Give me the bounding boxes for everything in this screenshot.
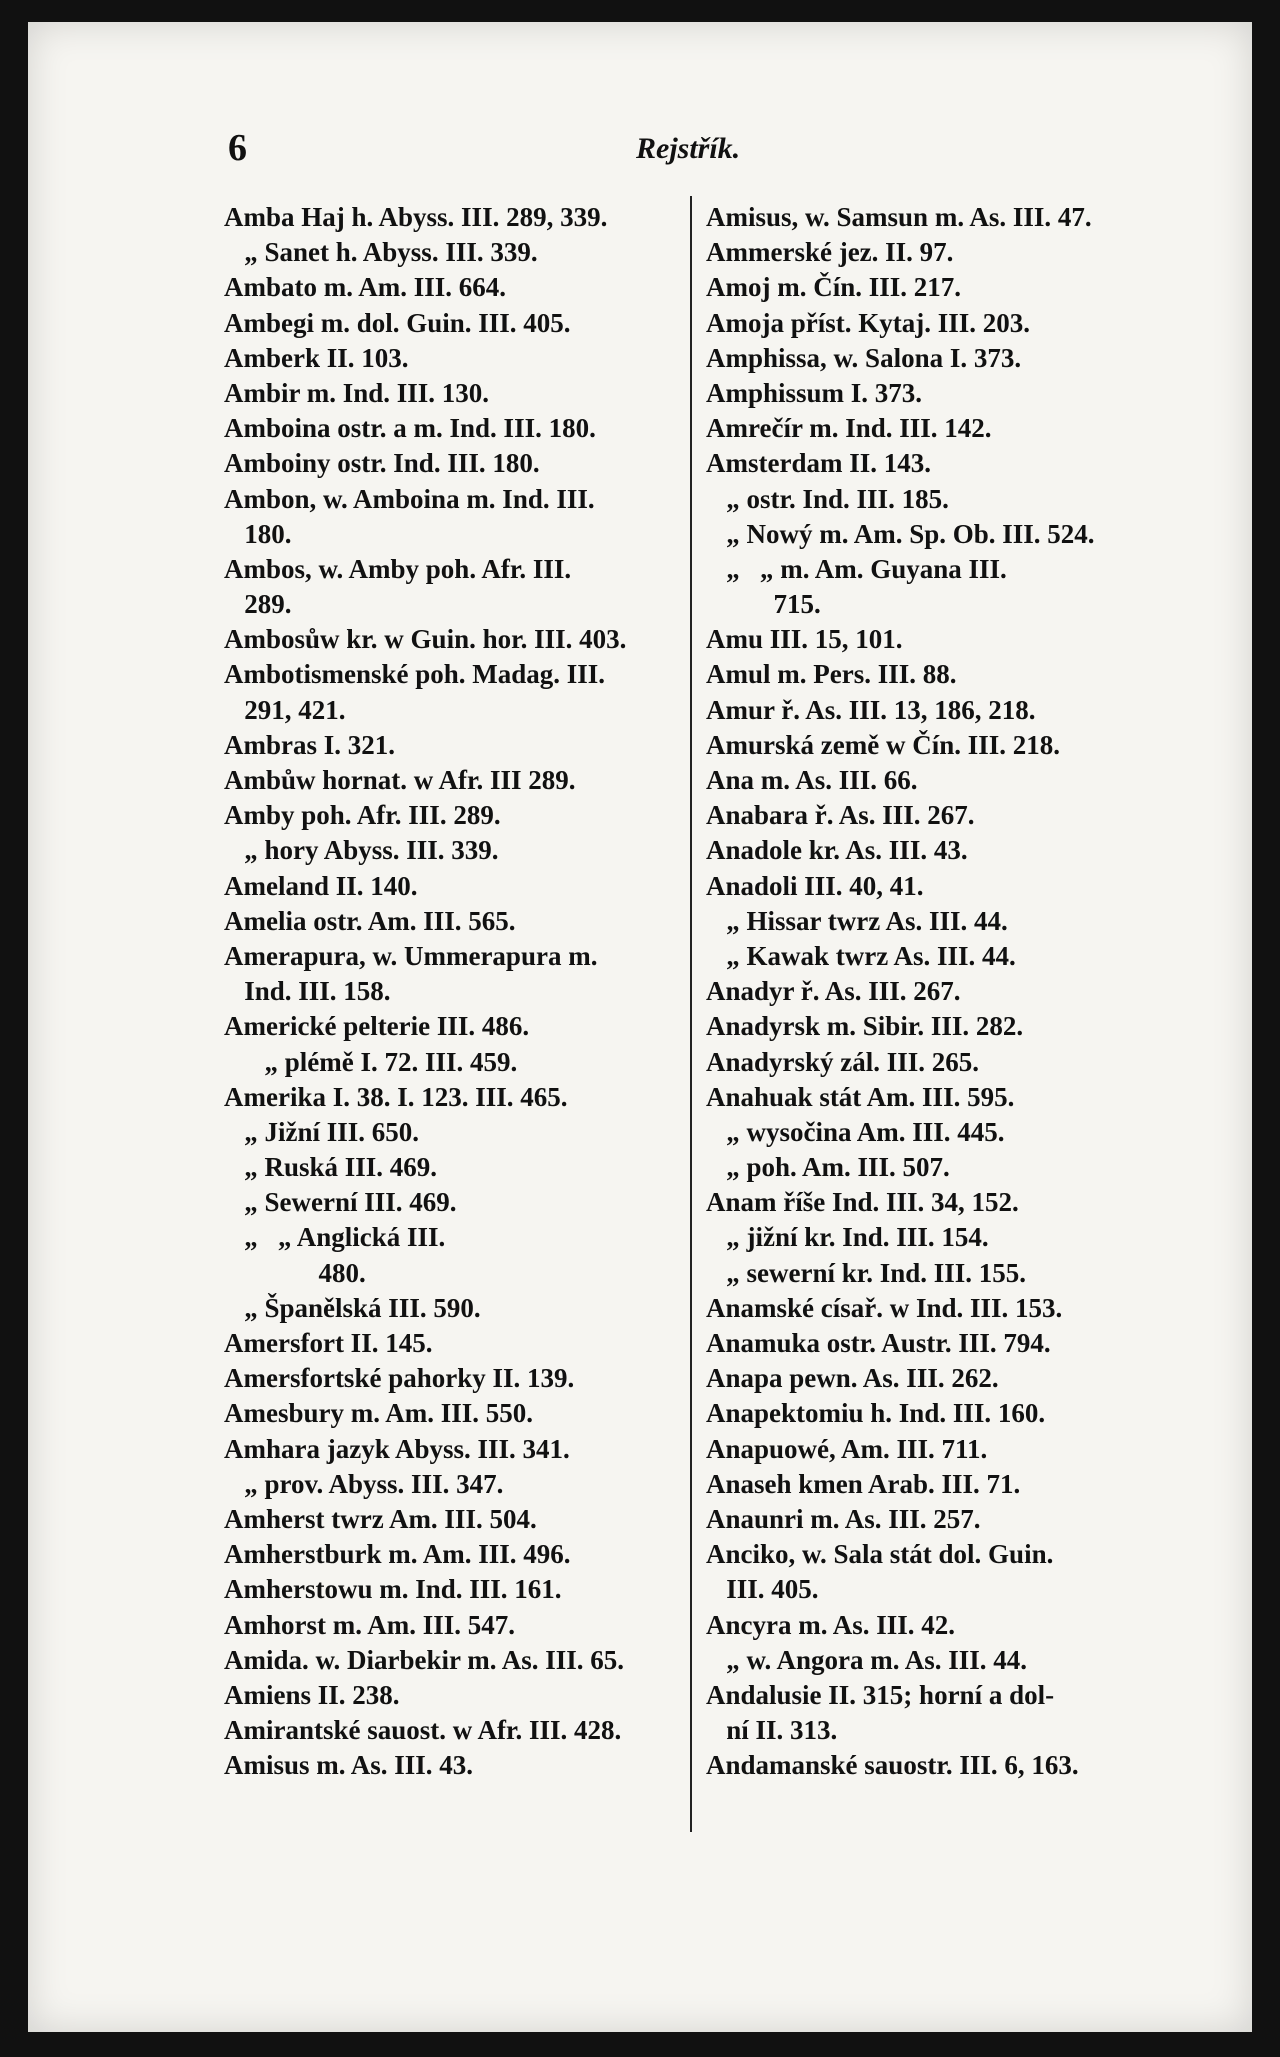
index-entry: Ameland II. 140. <box>224 870 418 901</box>
index-entry: Anapektomiu h. Ind. III. 160. <box>706 1398 1046 1429</box>
index-entry: „ „ Anglická III. <box>224 1222 446 1253</box>
index-entry: Amherstburk m. Am. III. 496. <box>224 1539 571 1570</box>
index-entry: Amiens II. 238. <box>224 1679 400 1710</box>
index-entry: Amur ř. As. III. 13, 186, 218. <box>706 694 1036 725</box>
index-entry: „ „ m. Am. Guyana III. <box>706 553 1007 584</box>
index-entry: „ w. Angora m. As. III. 44. <box>706 1644 1028 1675</box>
index-entry: Anaseh kmen Arab. III. 71. <box>706 1468 1021 1499</box>
index-entry: Amrečír m. Ind. III. 142. <box>706 413 992 444</box>
index-entry: Ambras I. 321. <box>224 729 396 760</box>
index-entry: Anadyr ř. As. III. 267. <box>706 976 961 1007</box>
index-entry: „ Sanet h. Abyss. III. 339. <box>224 237 538 268</box>
index-column-left <box>224 200 674 1783</box>
index-entry: 715. <box>706 589 821 620</box>
index-entry: Anam říše Ind. III. 34, 152. <box>706 1187 1019 1218</box>
index-entry: „ ostr. Ind. III. 185. <box>706 483 949 514</box>
index-entry: Ambon, w. Amboina m. Ind. III. <box>224 483 595 514</box>
index-entry: 289. <box>224 589 292 620</box>
index-entry: Ambato m. Am. III. 664. <box>224 272 507 303</box>
index-entry: Amesbury m. Am. III. 550. <box>224 1398 534 1429</box>
index-entry: „ Sewerní III. 469. <box>224 1187 457 1218</box>
index-entry: Amu III. 15, 101. <box>706 624 903 655</box>
index-entry: „ Nowý m. Am. Sp. Ob. III. 524. <box>706 518 1095 549</box>
index-entry: Anadoli III. 40, 41. <box>706 870 924 901</box>
index-entry: 291, 421. <box>224 694 346 725</box>
index-entry: Anciko, w. Sala stát dol. Guin. <box>706 1539 1054 1570</box>
index-entry: „ Ruská III. 469. <box>224 1152 438 1183</box>
index-entry: Amurská země w Čín. III. 218. <box>706 729 1060 760</box>
index-entry: Amoja příst. Kytaj. III. 203. <box>706 307 1030 338</box>
index-entry: Andamanské sauostr. III. 6, 163. <box>706 1750 1079 1781</box>
index-entry: Anapuowé, Am. III. 711. <box>706 1433 988 1464</box>
index-entry: Amerapura, w. Ummerapura m. <box>224 940 598 971</box>
index-entry: Amherst twrz Am. III. 504. <box>224 1503 537 1534</box>
index-entry: Ambegi m. dol. Guin. III. 405. <box>224 307 571 338</box>
index-column-right <box>706 200 1158 1783</box>
index-entry: ní II. 313. <box>706 1715 838 1746</box>
index-entry: Anadyrsk m. Sibir. III. 282. <box>706 1011 1024 1042</box>
index-entry: Amberk II. 103. <box>224 342 409 373</box>
column-divider <box>690 196 692 1832</box>
index-entry: Amersfort II. 145. <box>224 1328 433 1358</box>
index-entry: „ jižní kr. Ind. III. 154. <box>706 1222 989 1253</box>
index-entry: Ambos, w. Amby poh. Afr. III. <box>224 553 572 584</box>
index-entry: Amirantské sauost. w Afr. III. 428. <box>224 1715 622 1746</box>
index-entry: Amoj m. Čín. III. 217. <box>706 272 962 303</box>
index-entry: Amelia ostr. Am. III. 565. <box>224 905 516 936</box>
index-entry: Ana m. As. III. 66. <box>706 765 918 795</box>
index-entry: Amboina ostr. a m. Ind. III. 180. <box>224 413 596 444</box>
index-entry: Amhara jazyk Abyss. III. 341. <box>224 1433 570 1464</box>
index-entry: Amba Haj h. Abyss. III. 289, 339. <box>224 202 608 232</box>
index-entry: „ Kawak twrz As. III. 44. <box>706 940 1016 971</box>
index-entry: Amphissum I. 373. <box>706 377 923 408</box>
index-entry: „ plémě I. 72. III. 459. <box>224 1046 518 1077</box>
index-entry: Anadole kr. As. III. 43. <box>706 835 968 866</box>
index-entry: Amby poh. Afr. III. 289. <box>224 800 501 831</box>
index-entry: Ambotismenské poh. Madag. III. <box>224 659 606 690</box>
index-entry: Anadyrský zál. III. 265. <box>706 1046 980 1077</box>
index-entry: Ancyra m. As. III. 42. <box>706 1609 956 1640</box>
running-head: Rejstřík. <box>636 132 741 165</box>
index-entry: Anapa pewn. As. III. 262. <box>706 1363 999 1394</box>
index-entry: Amisus, w. Samsun m. As. III. 47. <box>706 202 1092 232</box>
index-entry: Anahuak stát Am. III. 595. <box>706 1081 1015 1112</box>
index-entry: „ prov. Abyss. III. 347. <box>224 1468 504 1499</box>
index-entry: 480. <box>224 1257 366 1288</box>
index-entry: Amida. w. Diarbekir m. As. III. 65. <box>224 1644 625 1675</box>
index-entry: „ Hissar twrz As. III. 44. <box>706 905 1008 936</box>
index-entry: Anamské císař. w Ind. III. 153. <box>706 1292 1063 1323</box>
index-entry: Amerika I. 38. I. 123. III. 465. <box>224 1081 568 1112</box>
index-entry: Amisus m. As. III. 43. <box>224 1750 474 1781</box>
index-entry: Andalusie II. 315; horní a dol- <box>706 1679 1055 1710</box>
index-entry: Amhorst m. Am. III. 547. <box>224 1609 516 1640</box>
index-entry: Anabara ř. As. III. 267. <box>706 800 975 831</box>
index-entry: Anaunri m. As. III. 257. <box>706 1503 981 1534</box>
index-entry: 180. <box>224 518 292 549</box>
index-entry: III. 405. <box>706 1574 819 1605</box>
index-entry: Amul m. Pers. III. 88. <box>706 659 957 690</box>
index-entry: „ poh. Am. III. 507. <box>706 1152 950 1183</box>
page-number: 6 <box>228 127 247 169</box>
index-entry: Ambosůw kr. w Guin. hor. III. 403. <box>224 624 627 655</box>
index-entry: „ wysočina Am. III. 445. <box>706 1116 1005 1147</box>
index-entry: „ Jižní III. 650. <box>224 1116 420 1147</box>
index-entry: Anamuka ostr. Austr. III. 794. <box>706 1328 1051 1358</box>
index-entry: Ind. III. 158. <box>224 976 391 1007</box>
index-entry: Amsterdam II. 143. <box>706 448 931 479</box>
index-entry: Amboiny ostr. Ind. III. 180. <box>224 448 540 479</box>
index-entry: Amersfortské pahorky II. 139. <box>224 1363 575 1394</box>
index-entry: „ hory Abyss. III. 339. <box>224 835 499 866</box>
index-entry: Ambir m. Ind. III. 130. <box>224 377 490 408</box>
index-entry: Americké pelterie III. 486. <box>224 1011 530 1042</box>
index-entry: Ambůw hornat. w Afr. III 289. <box>224 765 576 795</box>
index-entry: Amherstowu m. Ind. III. 161. <box>224 1574 562 1605</box>
index-entry: Amphissa, w. Salona I. 373. <box>706 342 1022 373</box>
index-entry: Ammerské jez. II. 97. <box>706 237 954 268</box>
index-entry: „ Španělská III. 590. <box>224 1292 481 1323</box>
index-entry: „ sewerní kr. Ind. III. 155. <box>706 1257 1027 1288</box>
